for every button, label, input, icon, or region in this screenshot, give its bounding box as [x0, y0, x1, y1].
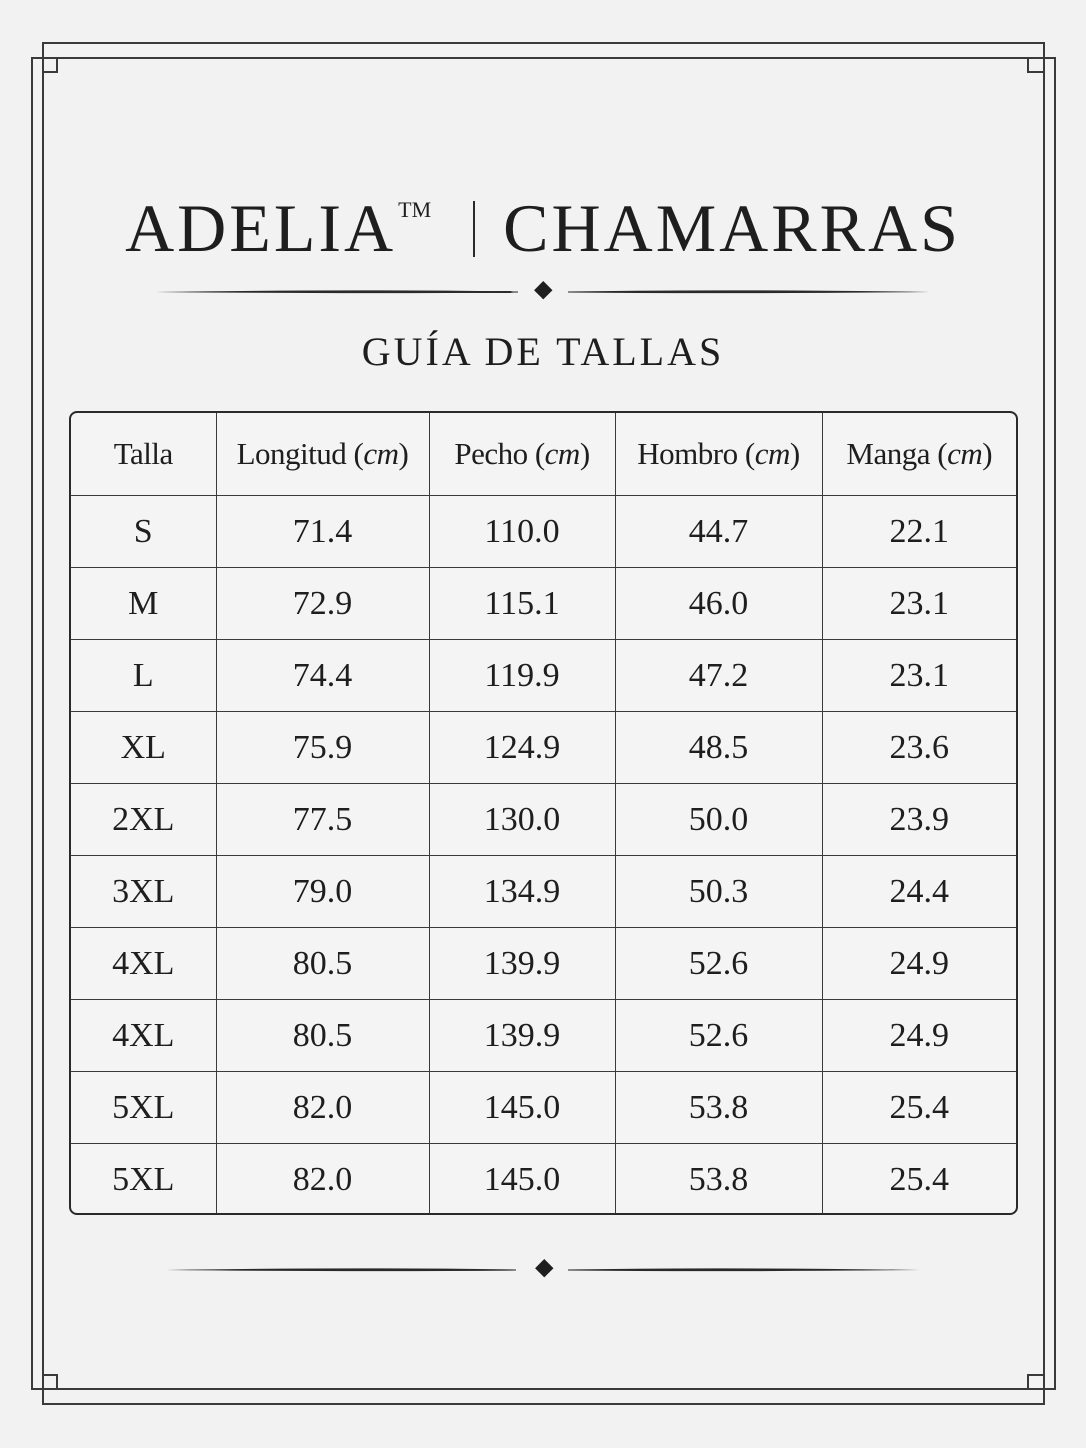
cell-manga: 23.1 — [822, 640, 1016, 712]
table-row — [71, 856, 1016, 928]
cell-pecho: 134.9 — [429, 856, 615, 928]
cell-talla: 3XL — [71, 856, 216, 928]
cell-manga: 24.4 — [822, 856, 1016, 928]
cell-longitud: 72.9 — [216, 568, 429, 640]
cell-pecho: 139.9 — [429, 1000, 615, 1072]
frame-corner-bottom-right — [1027, 1374, 1043, 1390]
cell-pecho: 124.9 — [429, 712, 615, 784]
cell-longitud: 77.5 — [216, 784, 429, 856]
cell-longitud: 75.9 — [216, 712, 429, 784]
cell-longitud: 82.0 — [216, 1072, 429, 1144]
title-separator — [473, 201, 475, 257]
cell-manga: 25.4 — [822, 1144, 1016, 1216]
cell-longitud: 74.4 — [216, 640, 429, 712]
cell-talla: 5XL — [71, 1072, 216, 1144]
size-table — [69, 411, 1018, 1215]
cell-hombro: 48.5 — [615, 712, 822, 784]
cell-manga: 23.1 — [822, 568, 1016, 640]
table-row — [71, 1144, 1016, 1216]
table-row — [71, 496, 1016, 568]
header-pecho: Pecho (cm) — [429, 413, 615, 496]
header-longitud: Longitud (cm) — [216, 413, 429, 496]
cell-longitud: 80.5 — [216, 928, 429, 1000]
frame-corner-bottom-left — [42, 1374, 58, 1390]
cell-manga: 22.1 — [822, 496, 1016, 568]
brand-category: CHAMARRAS — [503, 190, 961, 266]
table-row — [71, 784, 1016, 856]
bottom-ornament-divider — [160, 1258, 926, 1282]
cell-hombro: 52.6 — [615, 928, 822, 1000]
table-row — [71, 928, 1016, 1000]
cell-hombro: 53.8 — [615, 1072, 822, 1144]
cell-talla: 2XL — [71, 784, 216, 856]
table-row — [71, 640, 1016, 712]
trademark-symbol: TM — [398, 197, 432, 222]
cell-hombro: 50.0 — [615, 784, 822, 856]
cell-longitud: 79.0 — [216, 856, 429, 928]
cell-pecho: 119.9 — [429, 640, 615, 712]
table-row — [71, 712, 1016, 784]
cell-pecho: 130.0 — [429, 784, 615, 856]
cell-talla: M — [71, 568, 216, 640]
frame-corner-top-left — [42, 57, 58, 73]
cell-hombro: 46.0 — [615, 568, 822, 640]
size-guide-heading: GUÍA DE TALLAS — [361, 329, 725, 374]
cell-pecho: 145.0 — [429, 1072, 615, 1144]
brand-title — [0, 170, 1086, 268]
cell-pecho: 115.1 — [429, 568, 615, 640]
cell-longitud: 82.0 — [216, 1144, 429, 1216]
cell-longitud: 71.4 — [216, 496, 429, 568]
cell-pecho: 139.9 — [429, 928, 615, 1000]
frame-corner-top-right — [1027, 57, 1043, 73]
cell-manga: 23.9 — [822, 784, 1016, 856]
cell-talla: 4XL — [71, 1000, 216, 1072]
cell-talla: XL — [71, 712, 216, 784]
brand-name: ADELIA — [125, 190, 397, 266]
cell-hombro: 44.7 — [615, 496, 822, 568]
cell-talla: 5XL — [71, 1144, 216, 1216]
cell-manga: 24.9 — [822, 928, 1016, 1000]
cell-talla: 4XL — [71, 928, 216, 1000]
cell-longitud: 80.5 — [216, 1000, 429, 1072]
cell-pecho: 145.0 — [429, 1144, 615, 1216]
table-row — [71, 1000, 1016, 1072]
cell-pecho: 110.0 — [429, 496, 615, 568]
cell-hombro: 52.6 — [615, 1000, 822, 1072]
header-manga: Manga (cm) — [822, 413, 1016, 496]
table-header-row — [71, 413, 1016, 496]
header-talla: Talla — [71, 413, 216, 496]
cell-manga: 23.6 — [822, 712, 1016, 784]
cell-talla: S — [71, 496, 216, 568]
cell-talla: L — [71, 640, 216, 712]
top-ornament-divider — [150, 280, 936, 304]
cell-hombro: 47.2 — [615, 640, 822, 712]
table-row — [71, 568, 1016, 640]
cell-manga: 25.4 — [822, 1072, 1016, 1144]
cell-hombro: 53.8 — [615, 1144, 822, 1216]
table-row — [71, 1072, 1016, 1144]
cell-manga: 24.9 — [822, 1000, 1016, 1072]
header-hombro: Hombro (cm) — [615, 413, 822, 496]
cell-hombro: 50.3 — [615, 856, 822, 928]
